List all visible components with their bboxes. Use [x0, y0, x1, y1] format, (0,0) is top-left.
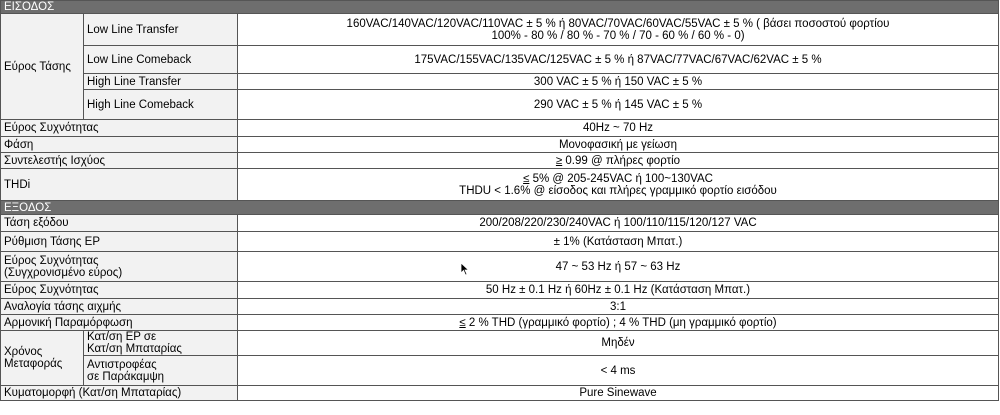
ac-to-battery-label	[84, 331, 238, 356]
sync-frequency-value: 47 ~ 53 Hz ή 57 ~ 63 Hz	[238, 252, 999, 282]
low-line-transfer-label: Low Line Transfer	[84, 14, 238, 46]
power-factor-label: Συντελεστής Ισχύος	[1, 153, 238, 169]
sync-frequency-label-line2: (Συγχρονισμένο εύρος)	[4, 266, 123, 279]
ac-regulation-value: ± 1% (Κατάσταση Μπατ.)	[238, 232, 999, 252]
output-section-header: ΕΞΟΔΟΣ	[1, 201, 999, 215]
high-line-transfer-label: High Line Transfer	[84, 74, 238, 90]
output-frequency-label: Εύρος Συχνότητας	[1, 282, 238, 299]
thdi-line2: THDU < 1.6% @ είσοδος και πλήρες γραμμικό φορτίο εισόδου	[459, 184, 777, 197]
output-voltage-label: Τάση εξόδου	[1, 215, 238, 232]
thdi-line1	[241, 173, 995, 185]
harmonic-symbol: ≤	[459, 316, 466, 329]
voltage-range-label: Εύρος Τάσης	[1, 14, 84, 120]
power-factor-text: 0.99 @ πλήρες φορτίο	[562, 154, 681, 167]
crest-factor-value: 3:1	[238, 299, 999, 315]
thdi-line1-text: 5% @ 205-245VAC ή 100~130VAC	[529, 172, 713, 185]
transfer-time-label-line2: Μεταφοράς	[4, 358, 63, 370]
phase-value: Μονοφασική με γείωση	[238, 137, 999, 153]
ac-to-battery-label-line2: Κατ/ση Μπαταρίας	[87, 343, 182, 355]
power-factor-value	[238, 153, 999, 169]
power-factor-symbol: ≥	[555, 154, 563, 167]
harmonic-distortion-value	[238, 315, 999, 331]
ac-to-battery-label-line1: Κατ/ση ΕΡ σε	[87, 331, 157, 343]
transfer-time-label-line1: Χρόνος	[4, 346, 43, 358]
low-line-transfer-value-line1: 160VAC/140VAC/120VAC/110VAC ± 5 % ή 80VAC/70VAC/60VAC/55VAC ± 5 % ( βάσει ποσοστού φορτίου	[346, 17, 890, 30]
output-voltage-value: 200/208/220/230/240VAC ή 100/110/115/120/127 VAC	[238, 215, 999, 232]
thdi-label: THDi	[1, 169, 238, 201]
mouse-pointer-icon	[460, 262, 470, 276]
high-line-transfer-value: 300 VAC ± 5 % ή 150 VAC ± 5 %	[238, 74, 999, 90]
high-line-comeback-label: High Line Comeback	[84, 90, 238, 120]
input-section-header: ΕΙΣΟΔΟΣ	[1, 1, 999, 14]
crest-factor-label: Αναλογία τάσης αιχμής	[1, 299, 238, 315]
sync-frequency-label	[1, 252, 238, 282]
sync-frequency-label-line1: Εύρος Συχνότητας	[4, 254, 99, 267]
inverter-to-bypass-label-line2: σε Παράκαμψη	[87, 370, 165, 383]
thdi-symbol: ≤	[523, 172, 530, 185]
waveform-value: Pure Sinewave	[238, 386, 999, 401]
low-line-transfer-value-line2: 100% - 80 % / 80 % - 70 % / 70 - 60 % / 60 % - 0)	[491, 29, 745, 42]
ac-regulation-label: Ρύθμιση Τάσης ΕΡ	[1, 232, 238, 252]
inverter-to-bypass-value: < 4 ms	[238, 356, 999, 386]
harmonic-distortion-label: Αρμονική Παραμόρφωση	[1, 315, 238, 331]
high-line-comeback-value: 290 VAC ± 5 % ή 145 VAC ± 5 %	[238, 90, 999, 120]
ac-to-battery-value: Μηδέν	[238, 331, 999, 356]
phase-label: Φάση	[1, 137, 238, 153]
inverter-to-bypass-label-line1: Αντιστροφέας	[87, 358, 157, 371]
harmonic-text: 2 % THD (γραμμικό φορτίο) ; 4 % THD (μη γραμμικό φορτίο)	[465, 316, 777, 329]
transfer-time-label	[1, 331, 84, 386]
input-frequency-value: 40Hz ~ 70 Hz	[238, 120, 999, 137]
inverter-to-bypass-label	[84, 356, 238, 386]
low-line-comeback-value: 175VAC/155VAC/135VAC/125VAC ± 5 % ή 87VAC/77VAC/67VAC/62VAC ± 5 %	[238, 46, 999, 74]
output-frequency-value: 50 Hz ± 0.1 Hz ή 60Hz ± 0.1 Hz (Κατάσταση Μπατ.)	[238, 282, 999, 299]
low-line-comeback-label: Low Line Comeback	[84, 46, 238, 74]
thdi-value	[238, 169, 999, 201]
waveform-label: Κυματομορφή (Κατ/ση Μπαταρίας)	[1, 386, 238, 401]
low-line-transfer-value	[238, 14, 999, 46]
input-frequency-label: Εύρος Συχνότητας	[1, 120, 238, 137]
